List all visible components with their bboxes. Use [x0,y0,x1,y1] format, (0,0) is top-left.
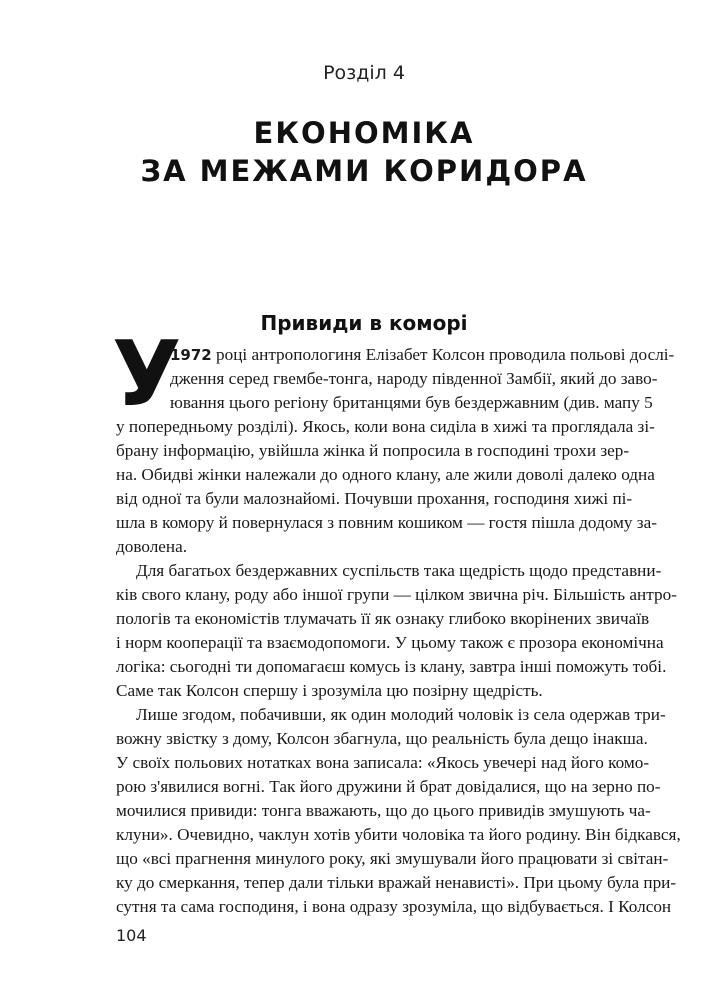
text-line: і норм кооперації та взаємодопомоги. У цьому також є прозора економічна [116,633,664,652]
text-line: Для багатьох бездержавних суспільств така щедрість щодо представни- [136,561,662,580]
text-line: клуни». Очевидно, чаклун хотів убити чоловіка та його родину. Він бідкався, [116,825,681,844]
chapter-title-line-1: ЕКОНОМІКА [253,116,475,150]
text-line: рою з'явилися вогні. Так його дружини й брат довідалися, що на зерно по- [116,777,661,796]
text-line: логіка: сьогодні ти допомагаєш комусь із клану, завтра інші поможуть тобі. [116,657,667,676]
text-line: пологів та економістів тлумачать її як ознаку глибоко вкорінених звичаїв [116,609,650,628]
text-line: у попередньому розділі). Якось, коли вона сиділа в хижі та проглядала зі- [116,417,655,436]
section-heading: Привиди в коморі [260,311,468,335]
text-line: мочилися привиди: тонга вважають, що до цього привидів змушують ча- [116,801,651,820]
text-line: ків свого клану, роду або іншої групи — цілком звична річ. Більшість антро- [116,585,677,604]
text-line: ювання цього регіону британцями був бездержавним (див. мапу 5 [170,393,653,412]
text-line: вожну звістку з дому, Колсон збагнула, що реальність була дещо інакша. [116,729,648,748]
text-line: від одної та були малознайомі. Почувши прохання, господиня хижі пі- [116,489,633,508]
text-line: ку до смеркання, тепер дали тільки вражай ненависті». При цьому була при- [116,873,677,892]
text-line: дження серед гвембе-тонга, народу південної Замбії, який до заво- [170,369,658,388]
text-line: на. Обидві жінки належали до одного клану, але жили доволі далеко одна [116,465,655,484]
text-line: Саме так Колсон спершу і зрозуміла цю позірну щедрість. [116,681,543,700]
text-line [170,343,675,367]
text-line-content: році антропологиня Елізабет Колсон проводила польові дослі- [211,345,675,364]
text-line: Лише згодом, побачивши, як один молодий чоловік із села одержав три- [136,705,666,724]
year: 1972 [170,346,212,364]
text-line: що «всі прагнення минулого року, які змушували його працювати зі світан- [116,849,669,868]
text-line: У своїх польових нотатках вона записала: «Якось увечері над його комо- [116,753,650,772]
page-number: 104 [116,926,147,945]
text-line: сутня та сама господиня, і вона одразу зрозуміла, що відбувається. І Колсон [116,897,672,916]
chapter-title [0,114,728,190]
text-line: брану інформацію, увійшла жінка й попросила в господині трохи зер- [116,441,630,460]
text-line: доволена. [116,537,188,556]
chapter-label: Розділ 4 [323,62,405,84]
drop-cap: У [112,322,182,427]
text-line: шла в комору й повернулася з повним кошиком — гостя пішла додому за- [116,513,657,532]
chapter-title-line-2: ЗА МЕЖАМИ КОРИДОРА [140,154,588,188]
